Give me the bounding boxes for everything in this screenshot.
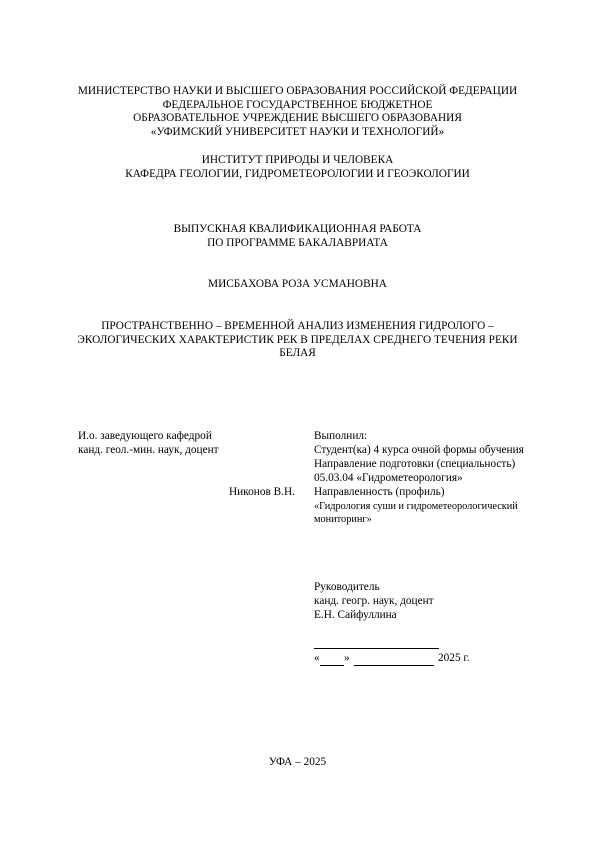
supervisor-degree: канд. геогр. наук, доцент [314, 595, 434, 607]
footer-text: УФА – 2025 [268, 756, 327, 768]
date-year: 2025 г. [438, 652, 470, 664]
date-open-quote: « [314, 652, 320, 664]
date-month-blank [354, 665, 434, 666]
header-line: ФЕДЕРАЛЬНОЕ ГОСУДАРСТВЕННОЕ БЮДЖЕТНОЕ [162, 98, 433, 111]
thesis-title [50, 320, 545, 361]
title-line: ЭКОЛОГИЧЕСКИХ ХАРАКТЕРИСТИК РЕК В ПРЕДЕЛАХ СРЕДНЕГО ТЕЧЕНИЯ РЕКИ [77, 333, 518, 346]
work-type-line: ПО ПРОГРАММЕ БАКАЛАВРИАТА [207, 236, 388, 249]
date-day-blank [320, 665, 344, 666]
work-type-block [60, 223, 535, 250]
performer-course: Студент(ка) 4 курса очной формы обучения [314, 444, 524, 456]
date-close-quote: » [344, 652, 350, 664]
header-line: МИНИСТЕРСТВО НАУКИ И ВЫСШЕГО ОБРАЗОВАНИЯ РОССИЙСКОЙ ФЕДЕРАЦИИ [77, 85, 518, 97]
ministry-header [60, 85, 535, 139]
author-block [60, 278, 535, 292]
performer-profile-value-cont: мониторинг» [314, 514, 372, 525]
title-line: БЕЛАЯ [279, 347, 316, 360]
performer-profile-value: «Гидрология суши и гидрометеорологический [314, 501, 518, 512]
department-name: КАФЕДРА ГЕОЛОГИИ, ГИДРОМЕТЕОРОЛОГИИ И ГЕОЭКОЛОГИИ [125, 167, 470, 180]
head-of-department-role: И.о. заведующего кафедрой [78, 430, 212, 442]
footer-city-year [60, 756, 535, 770]
work-type-line: ВЫПУСКНАЯ КВАЛИФИКАЦИОННАЯ РАБОТА [173, 223, 422, 235]
head-of-department-name: Никонов В.Н. [229, 486, 295, 498]
header-line: ОБРАЗОВАТЕЛЬНОЕ УЧРЕЖДЕНИЕ ВЫСШЕГО ОБРАЗОВАНИЯ [133, 112, 462, 125]
institute-block [60, 154, 535, 181]
head-of-department-degree: канд. геол.-мин. наук, доцент [78, 444, 219, 456]
institute-name: ИНСТИТУТ ПРИРОДЫ И ЧЕЛОВЕКА [201, 154, 394, 166]
title-line: ПРОСТРАНСТВЕННО – ВРЕМЕННОЙ АНАЛИЗ ИЗМЕНЕНИЯ ГИДРОЛОГО – [101, 320, 494, 332]
performer-direction-value: 05.03.04 «Гидрометеорология» [314, 472, 463, 484]
signature-line [314, 648, 439, 649]
header-line: «УФИМСКИЙ УНИВЕРСИТЕТ НАУКИ И ТЕХНОЛОГИЙ» [150, 125, 445, 138]
author-name: МИСБАХОВА РОЗА УСМАНОВНА [208, 278, 387, 290]
supervisor-name: Е.Н. Сайфуллина [314, 609, 397, 621]
performer-profile-label: Направленность (профиль) [314, 486, 445, 498]
performer-label: Выполнил: [314, 430, 368, 442]
performer-direction-label: Направление подготовки (специальность) [314, 458, 516, 470]
supervisor-label: Руководитель [314, 581, 380, 593]
